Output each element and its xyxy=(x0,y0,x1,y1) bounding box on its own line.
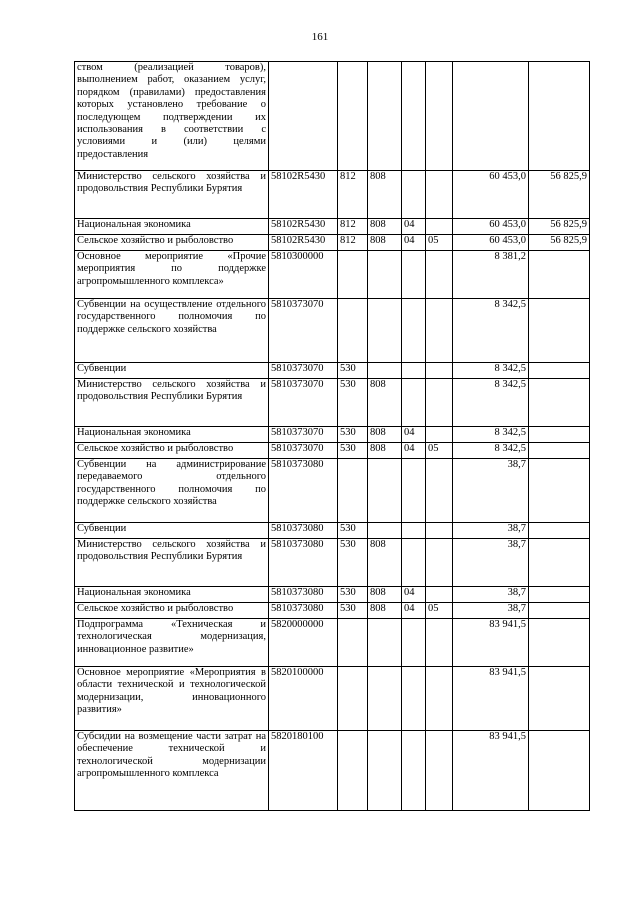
row-description: Основное мероприятие «Мероприятия в области технической и технологической модернизации, инновационного развития» xyxy=(75,667,269,731)
row-section xyxy=(402,523,426,539)
row-target-code: 5810373070 xyxy=(269,427,338,443)
row-description: Субвенции на администрирование передаваемого отдельного государственного полномочия по поддержке сельского хозяйства xyxy=(75,459,269,523)
row-description: Сельское хозяйство и рыболовство xyxy=(75,443,269,459)
row-amount-1: 38,7 xyxy=(453,459,529,523)
row-amount-2 xyxy=(529,379,590,427)
row-amount-2 xyxy=(529,427,590,443)
row-subsection xyxy=(426,523,453,539)
row-amount-1: 38,7 xyxy=(453,587,529,603)
row-target-code: 5810373080 xyxy=(269,459,338,523)
page-number: 161 xyxy=(311,31,329,43)
row-target-code: 5810373070 xyxy=(269,363,338,379)
row-subsection xyxy=(426,619,453,667)
row-section: 04 xyxy=(402,235,426,251)
table-row xyxy=(75,299,590,363)
row-expense-type xyxy=(338,731,368,811)
row-amount-2: 56 825,9 xyxy=(529,171,590,219)
row-target-code: 5820180100 xyxy=(269,731,338,811)
row-amount-1: 8 381,2 xyxy=(453,251,529,299)
row-amount-2 xyxy=(529,667,590,731)
row-section xyxy=(402,459,426,523)
row-target-code: 5810373080 xyxy=(269,523,338,539)
row-amount-1: 8 342,5 xyxy=(453,427,529,443)
row-amount-1: 8 342,5 xyxy=(453,443,529,459)
row-expense-type xyxy=(338,62,368,171)
table-row xyxy=(75,427,590,443)
table-row xyxy=(75,443,590,459)
row-expense-type: 530 xyxy=(338,379,368,427)
row-subsection xyxy=(426,379,453,427)
row-target-code: 5810373080 xyxy=(269,539,338,587)
row-target-code: 5810373080 xyxy=(269,587,338,603)
row-subsection xyxy=(426,219,453,235)
row-section xyxy=(402,379,426,427)
table-row xyxy=(75,251,590,299)
row-description: Сельское хозяйство и рыболовство xyxy=(75,235,269,251)
row-description: Сельское хозяйство и рыболовство xyxy=(75,603,269,619)
row-amount-2 xyxy=(529,619,590,667)
row-target-code: 58102R5430 xyxy=(269,235,338,251)
row-amount-2 xyxy=(529,459,590,523)
row-ministry-code: 808 xyxy=(368,427,402,443)
table-row xyxy=(75,667,590,731)
table-row xyxy=(75,539,590,587)
row-amount-1: 8 342,5 xyxy=(453,379,529,427)
row-subsection xyxy=(426,363,453,379)
row-target-code: 58102R5430 xyxy=(269,219,338,235)
row-target-code: 5810300000 xyxy=(269,251,338,299)
row-section xyxy=(402,667,426,731)
row-subsection xyxy=(426,459,453,523)
row-subsection xyxy=(426,251,453,299)
row-amount-2 xyxy=(529,539,590,587)
row-expense-type: 530 xyxy=(338,443,368,459)
row-expense-type: 530 xyxy=(338,363,368,379)
row-amount-1: 38,7 xyxy=(453,539,529,587)
table-body xyxy=(75,62,590,811)
row-amount-2 xyxy=(529,299,590,363)
row-amount-1: 60 453,0 xyxy=(453,171,529,219)
table-row xyxy=(75,363,590,379)
row-ministry-code xyxy=(368,299,402,363)
row-subsection: 05 xyxy=(426,235,453,251)
row-subsection xyxy=(426,299,453,363)
row-amount-1: 38,7 xyxy=(453,523,529,539)
row-amount-2 xyxy=(529,62,590,171)
row-ministry-code: 808 xyxy=(368,603,402,619)
row-ministry-code xyxy=(368,459,402,523)
row-target-code: 5810373070 xyxy=(269,299,338,363)
row-expense-type: 812 xyxy=(338,171,368,219)
row-expense-type: 530 xyxy=(338,539,368,587)
row-amount-2 xyxy=(529,363,590,379)
row-amount-2 xyxy=(529,523,590,539)
row-description: Министерство сельского хозяйства и продовольствия Республики Бурятия xyxy=(75,539,269,587)
row-target-code: 5820000000 xyxy=(269,619,338,667)
row-section: 04 xyxy=(402,443,426,459)
row-description: Субсидии на возмещение части затрат на обеспечение технической и технологической модернизации агропромышленного комплекса xyxy=(75,731,269,811)
row-section xyxy=(402,731,426,811)
row-description: Подпрограмма «Техническая и технологическая модернизация, инновационное развитие» xyxy=(75,619,269,667)
row-ministry-code xyxy=(368,667,402,731)
table-row xyxy=(75,459,590,523)
row-subsection xyxy=(426,427,453,443)
row-target-code: 5820100000 xyxy=(269,667,338,731)
row-target-code: 5810373080 xyxy=(269,603,338,619)
row-target-code: 58102R5430 xyxy=(269,171,338,219)
row-section xyxy=(402,363,426,379)
row-ministry-code: 808 xyxy=(368,587,402,603)
row-amount-2 xyxy=(529,603,590,619)
table-row xyxy=(75,379,590,427)
row-expense-type xyxy=(338,619,368,667)
table-row xyxy=(75,523,590,539)
row-expense-type: 530 xyxy=(338,587,368,603)
row-description: Национальная экономика xyxy=(75,587,269,603)
row-amount-1: 83 941,5 xyxy=(453,619,529,667)
row-expense-type xyxy=(338,251,368,299)
row-amount-1: 83 941,5 xyxy=(453,731,529,811)
row-subsection xyxy=(426,539,453,587)
table-row xyxy=(75,62,590,171)
table-row xyxy=(75,219,590,235)
row-amount-1: 38,7 xyxy=(453,603,529,619)
row-amount-2 xyxy=(529,443,590,459)
row-subsection xyxy=(426,62,453,171)
row-subsection: 05 xyxy=(426,443,453,459)
row-ministry-code xyxy=(368,731,402,811)
row-description: Министерство сельского хозяйства и продовольствия Республики Бурятия xyxy=(75,171,269,219)
row-subsection xyxy=(426,667,453,731)
row-subsection xyxy=(426,587,453,603)
row-description: Субвенции xyxy=(75,523,269,539)
row-description: Субвенции на осуществление отдельного государственного полномочия по поддержке сельского хозяйства xyxy=(75,299,269,363)
row-description: Субвенции xyxy=(75,363,269,379)
row-amount-1: 83 941,5 xyxy=(453,667,529,731)
row-section xyxy=(402,299,426,363)
budget-table xyxy=(74,61,590,811)
row-subsection xyxy=(426,171,453,219)
row-target-code: 5810373070 xyxy=(269,443,338,459)
table-row xyxy=(75,587,590,603)
row-expense-type xyxy=(338,299,368,363)
row-section: 04 xyxy=(402,587,426,603)
row-amount-2 xyxy=(529,587,590,603)
row-amount-2: 56 825,9 xyxy=(529,219,590,235)
row-amount-1 xyxy=(453,62,529,171)
row-ministry-code: 808 xyxy=(368,235,402,251)
row-description: ством (реализацией товаров), выполнением работ, оказанием услуг, порядком (правилами) предоставления которых установлено требование о последующем подтверждении их использования в соответствии с условиями и (или) целями предоставления xyxy=(75,62,269,171)
row-expense-type: 530 xyxy=(338,603,368,619)
row-ministry-code: 808 xyxy=(368,443,402,459)
row-amount-2 xyxy=(529,251,590,299)
table-row xyxy=(75,603,590,619)
row-target-code: 5810373070 xyxy=(269,379,338,427)
row-amount-2 xyxy=(529,731,590,811)
row-description: Национальная экономика xyxy=(75,427,269,443)
row-expense-type: 812 xyxy=(338,219,368,235)
row-target-code xyxy=(269,62,338,171)
row-ministry-code xyxy=(368,62,402,171)
row-ministry-code xyxy=(368,523,402,539)
row-section: 04 xyxy=(402,219,426,235)
row-ministry-code: 808 xyxy=(368,539,402,587)
row-amount-1: 60 453,0 xyxy=(453,219,529,235)
row-description: Национальная экономика xyxy=(75,219,269,235)
row-section xyxy=(402,171,426,219)
row-section xyxy=(402,539,426,587)
row-ministry-code: 808 xyxy=(368,379,402,427)
row-expense-type xyxy=(338,459,368,523)
row-amount-1: 8 342,5 xyxy=(453,363,529,379)
row-section: 04 xyxy=(402,603,426,619)
row-expense-type: 812 xyxy=(338,235,368,251)
row-section: 04 xyxy=(402,427,426,443)
row-amount-2: 56 825,9 xyxy=(529,235,590,251)
row-expense-type: 530 xyxy=(338,427,368,443)
row-description: Министерство сельского хозяйства и продовольствия Республики Бурятия xyxy=(75,379,269,427)
row-ministry-code xyxy=(368,363,402,379)
row-expense-type xyxy=(338,667,368,731)
table-row xyxy=(75,171,590,219)
row-section xyxy=(402,251,426,299)
row-amount-1: 8 342,5 xyxy=(453,299,529,363)
row-expense-type: 530 xyxy=(338,523,368,539)
row-ministry-code xyxy=(368,251,402,299)
row-section xyxy=(402,62,426,171)
row-ministry-code: 808 xyxy=(368,171,402,219)
table-row xyxy=(75,235,590,251)
row-ministry-code: 808 xyxy=(368,219,402,235)
row-amount-1: 60 453,0 xyxy=(453,235,529,251)
row-section xyxy=(402,619,426,667)
row-subsection: 05 xyxy=(426,603,453,619)
table-row xyxy=(75,619,590,667)
table-row xyxy=(75,731,590,811)
row-description: Основное мероприятие «Прочие мероприятия по поддержке агропромышленного комплекса» xyxy=(75,251,269,299)
row-subsection xyxy=(426,731,453,811)
row-ministry-code xyxy=(368,619,402,667)
